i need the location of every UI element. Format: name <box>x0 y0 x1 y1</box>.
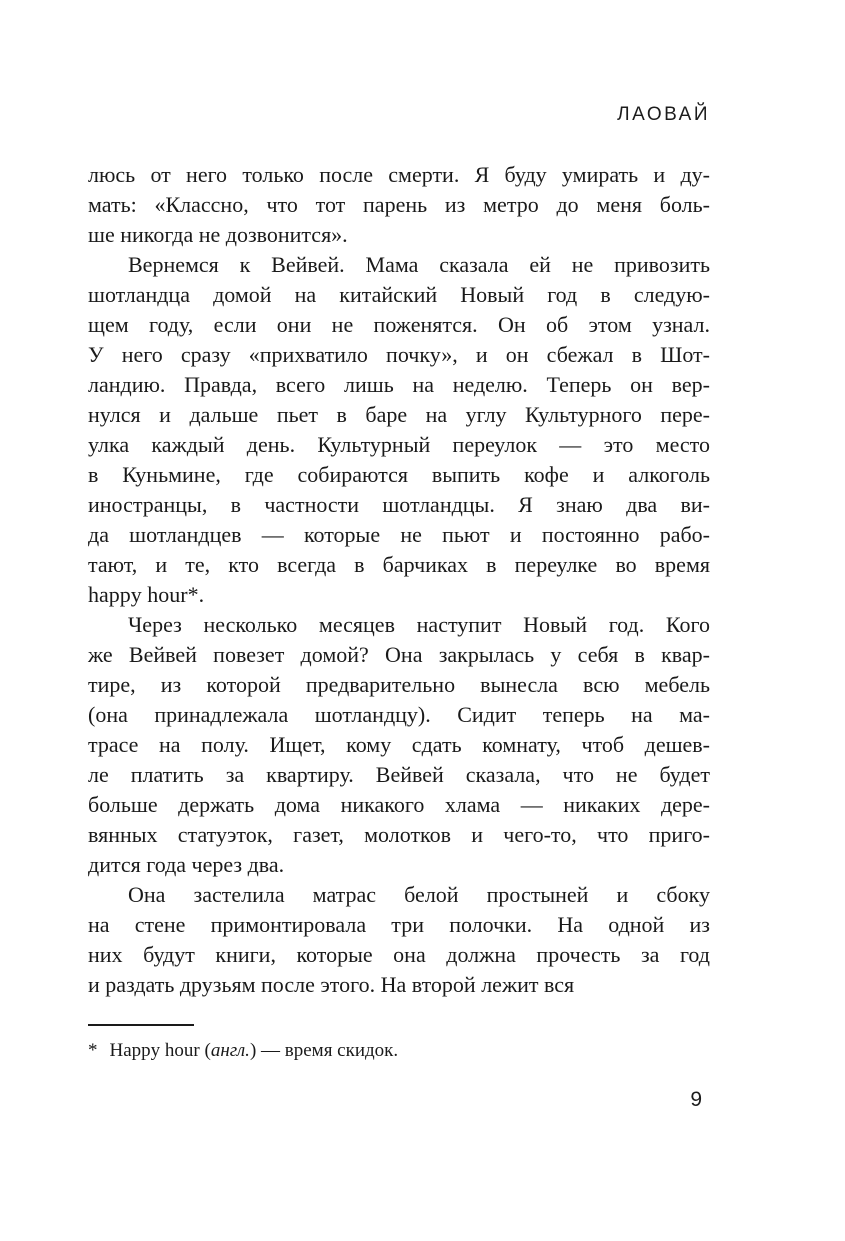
text-line: в Куньмине, где собираются выпить кофе и алкоголь <box>88 462 710 487</box>
text-line: щем году, если они не поженятся. Он об этом узнал. <box>88 312 710 337</box>
text-line: и раздать друзьям после этого. На второй лежит вся <box>88 972 575 997</box>
text-line: трасе на полу. Ищет, кому сдать комнату, чтоб дешев- <box>88 732 710 757</box>
text-line: иностранцы, в частности шотландцы. Я знаю два ви- <box>88 492 710 517</box>
text-line: happy hour*. <box>88 582 205 607</box>
text-line: тают, и те, кто всегда в барчиках в переулке во время <box>88 552 710 577</box>
text-line: же Вейвей повезет домой? Она закрылась у себя в квар- <box>88 642 710 667</box>
text-line: нулся и дальше пьет в баре на углу Культурного пере- <box>88 402 710 427</box>
text-line: больше держать дома никакого хлама — никаких дере- <box>88 792 710 817</box>
text-line: них будут книги, которые она должна прочесть за год <box>88 942 710 967</box>
text-line: дится года через два. <box>88 852 285 877</box>
body-text-block <box>88 160 710 1000</box>
text-line: ландию. Правда, всего лишь на неделю. Теперь он вер- <box>88 372 710 397</box>
footnote-segment: ) — время скидок. <box>249 1040 399 1061</box>
footnote-divider <box>88 1024 194 1026</box>
text-line: Вернемся к Вейвей. Мама сказала ей не привозить <box>128 252 710 277</box>
page-number: 9 <box>690 1088 702 1111</box>
text-line: да шотландцев — которые не пьют и постоянно рабо- <box>88 522 710 547</box>
text-line: ле платить за квартиру. Вейвей сказала, что не будет <box>88 762 710 787</box>
footnote-segment-italic: англ. <box>210 1040 250 1061</box>
text-line: люсь от него только после смерти. Я буду умирать и ду- <box>88 162 710 187</box>
footnote <box>88 1024 710 1062</box>
text-line: Через несколько месяцев наступит Новый год. Кого <box>128 612 710 637</box>
text-line: вянных статуэток, газет, молотков и чего-то, что приго- <box>88 822 710 847</box>
text-line: ше никогда не дозвонится». <box>88 222 348 247</box>
text-line: шотландца домой на китайский Новый год в следую- <box>88 282 710 307</box>
footnote-marker: * <box>88 1040 98 1061</box>
footnote-text <box>88 1040 710 1062</box>
text-line: Она застелила матрас белой простыней и сбоку <box>128 882 710 907</box>
text-line: улка каждый день. Культурный переулок — это место <box>88 432 710 457</box>
text-line: У него сразу «прихватило почку», и он сбежал в Шот- <box>88 342 710 367</box>
running-head: ЛАОВАЙ <box>617 104 710 125</box>
text-line: мать: «Классно, что тот парень из метро до меня боль- <box>88 192 710 217</box>
footnote-segment: Happy hour ( <box>109 1040 211 1061</box>
text-line: (она принадлежала шотландцу). Сидит теперь на ма- <box>88 702 710 727</box>
text-line: тире, из которой предварительно вынесла всю мебель <box>88 672 710 697</box>
text-line: на стене примонтировала три полочки. На одной из <box>88 912 710 937</box>
